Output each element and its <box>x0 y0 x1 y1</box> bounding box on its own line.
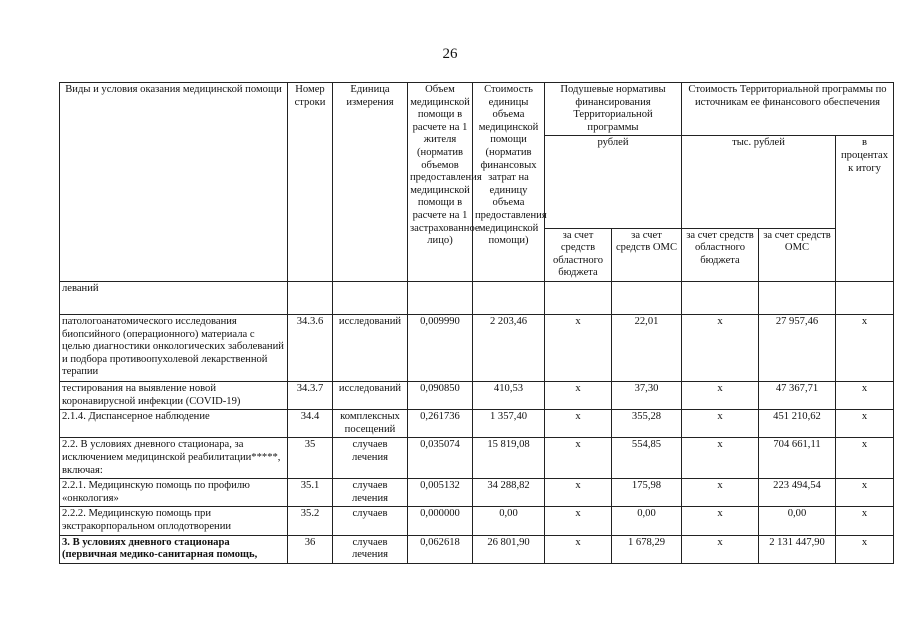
cell-name: 2.1.4. Диспансерное наблюдение <box>60 410 288 438</box>
header-tp-oms: за счет средств ОМС <box>759 228 836 281</box>
cell-tp-reg: х <box>682 410 759 438</box>
cell-num: 35.1 <box>288 479 333 507</box>
cell-num: 35 <box>288 438 333 479</box>
cell-pct: х <box>836 535 894 563</box>
cell-cost: 0,00 <box>473 507 545 535</box>
cell-num: 34.3.7 <box>288 382 333 410</box>
cell-unit: исследований <box>333 315 408 382</box>
cell-vol: 0,005132 <box>408 479 473 507</box>
cell-pc-reg <box>545 282 612 315</box>
cell-pc-oms: 22,01 <box>612 315 682 382</box>
cell-pc-reg: х <box>545 507 612 535</box>
cell-num: 34.3.6 <box>288 315 333 382</box>
cell-name: 2.2.1. Медицинскую помощь по профилю «онкология» <box>60 479 288 507</box>
cell-vol: 0,000000 <box>408 507 473 535</box>
cell-pc-oms: 1 678,29 <box>612 535 682 563</box>
cell-name: 3. В условиях дневного стационара (первичная медико-санитарная помощь, <box>60 535 288 563</box>
cell-pct: х <box>836 315 894 382</box>
cell-vol: 0,261736 <box>408 410 473 438</box>
header-per-capita: Подушевые нормативы финансирования Территориальной программы <box>545 83 682 136</box>
cell-pct: х <box>836 479 894 507</box>
cell-tp-reg: х <box>682 535 759 563</box>
cell-num: 35.2 <box>288 507 333 535</box>
cell-pc-reg: х <box>545 535 612 563</box>
cell-unit: случаев лечения <box>333 479 408 507</box>
header-types: Виды и условия оказания медицинской помощи <box>60 83 288 282</box>
cell-name: 2.2.2. Медицинскую помощь при экстракорпоральном оплодотворении <box>60 507 288 535</box>
cell-tp-reg: х <box>682 382 759 410</box>
header-cost: Стоимость единицы объема медицинской помощи (норматив финансовых затрат на единицу объема предоставления медицинской помощи) <box>473 83 545 282</box>
cell-pct <box>836 282 894 315</box>
cell-pct: х <box>836 507 894 535</box>
cell-vol: 0,035074 <box>408 438 473 479</box>
cell-unit: случаев <box>333 507 408 535</box>
cell-pc-oms: 175,98 <box>612 479 682 507</box>
header-unit-thous: тыс. рублей <box>682 136 836 228</box>
header-pc-oms: за счет средств ОМС <box>612 228 682 281</box>
table-row <box>60 382 894 410</box>
cell-name: тестирования на выявление новой коронавирусной инфекции (COVID-19) <box>60 382 288 410</box>
cell-tp-reg: х <box>682 315 759 382</box>
table-row <box>60 282 894 315</box>
cell-cost: 26 801,90 <box>473 535 545 563</box>
cell-cost: 1 357,40 <box>473 410 545 438</box>
table-row <box>60 438 894 479</box>
cell-pc-oms: 0,00 <box>612 507 682 535</box>
cell-pct: х <box>836 410 894 438</box>
cell-tp-reg: х <box>682 479 759 507</box>
cell-cost: 410,53 <box>473 382 545 410</box>
header-percent: в процентах к итогу <box>836 136 894 282</box>
cell-cost: 2 203,46 <box>473 315 545 382</box>
header-row-1 <box>60 83 894 136</box>
cell-pc-reg: х <box>545 410 612 438</box>
cell-pc-reg: х <box>545 315 612 382</box>
cell-unit: исследований <box>333 382 408 410</box>
table-row <box>60 507 894 535</box>
cell-vol: 0,009990 <box>408 315 473 382</box>
cell-tp-oms: 47 367,71 <box>759 382 836 410</box>
financing-table <box>59 82 894 564</box>
cell-tp-oms: 0,00 <box>759 507 836 535</box>
cell-cost <box>473 282 545 315</box>
cell-tp-reg <box>682 282 759 315</box>
cell-tp-oms: 704 661,11 <box>759 438 836 479</box>
cell-vol: 0,090850 <box>408 382 473 410</box>
header-row-number: Номер строки <box>288 83 333 282</box>
cell-tp-reg: х <box>682 438 759 479</box>
table-row <box>60 535 894 563</box>
cell-num: 36 <box>288 535 333 563</box>
header-unit-rub: рублей <box>545 136 682 228</box>
cell-unit: комплексных посещений <box>333 410 408 438</box>
cell-unit: случаев лечения <box>333 535 408 563</box>
table-row <box>60 410 894 438</box>
cell-cost: 15 819,08 <box>473 438 545 479</box>
header-cost-tp: Стоимость Территориальной программы по источникам ее финансового обеспечения <box>682 83 894 136</box>
cell-name: леваний <box>60 282 288 315</box>
cell-pct: х <box>836 438 894 479</box>
header-volume: Объем медицинской помощи в расчете на 1 жителя (норматив объемов предоставления медицинской помощи в расчете на 1 застрахованное лицо) <box>408 83 473 282</box>
cell-tp-oms: 2 131 447,90 <box>759 535 836 563</box>
cell-tp-oms: 27 957,46 <box>759 315 836 382</box>
table-row <box>60 479 894 507</box>
cell-pc-oms: 355,28 <box>612 410 682 438</box>
cell-name: 2.2. В условиях дневного стационара, за исключением медицинской реабилитации*****, включая: <box>60 438 288 479</box>
header-tp-regional: за счет средств областного бюджета <box>682 228 759 281</box>
cell-pc-oms: 37,30 <box>612 382 682 410</box>
cell-vol <box>408 282 473 315</box>
cell-pc-oms: 554,85 <box>612 438 682 479</box>
cell-name: патологоанатомического исследования биопсийного (операционного) материала с целью диагностики онкологических заболеваний и подбора противоопухолевой лекарственной терапии <box>60 315 288 382</box>
table-row <box>60 315 894 382</box>
cell-tp-oms: 451 210,62 <box>759 410 836 438</box>
cell-cost: 34 288,82 <box>473 479 545 507</box>
cell-tp-reg: х <box>682 507 759 535</box>
cell-num <box>288 282 333 315</box>
cell-pc-reg: х <box>545 479 612 507</box>
page-number: 26 <box>442 46 458 62</box>
cell-vol: 0,062618 <box>408 535 473 563</box>
cell-pc-reg: х <box>545 438 612 479</box>
cell-pc-oms <box>612 282 682 315</box>
header-pc-regional: за счет средств областного бюджета <box>545 228 612 281</box>
cell-num: 34.4 <box>288 410 333 438</box>
header-unit: Единица измерения <box>333 83 408 282</box>
cell-unit <box>333 282 408 315</box>
cell-pct: х <box>836 382 894 410</box>
cell-tp-oms <box>759 282 836 315</box>
cell-unit: случаев лечения <box>333 438 408 479</box>
cell-pc-reg: х <box>545 382 612 410</box>
cell-tp-oms: 223 494,54 <box>759 479 836 507</box>
